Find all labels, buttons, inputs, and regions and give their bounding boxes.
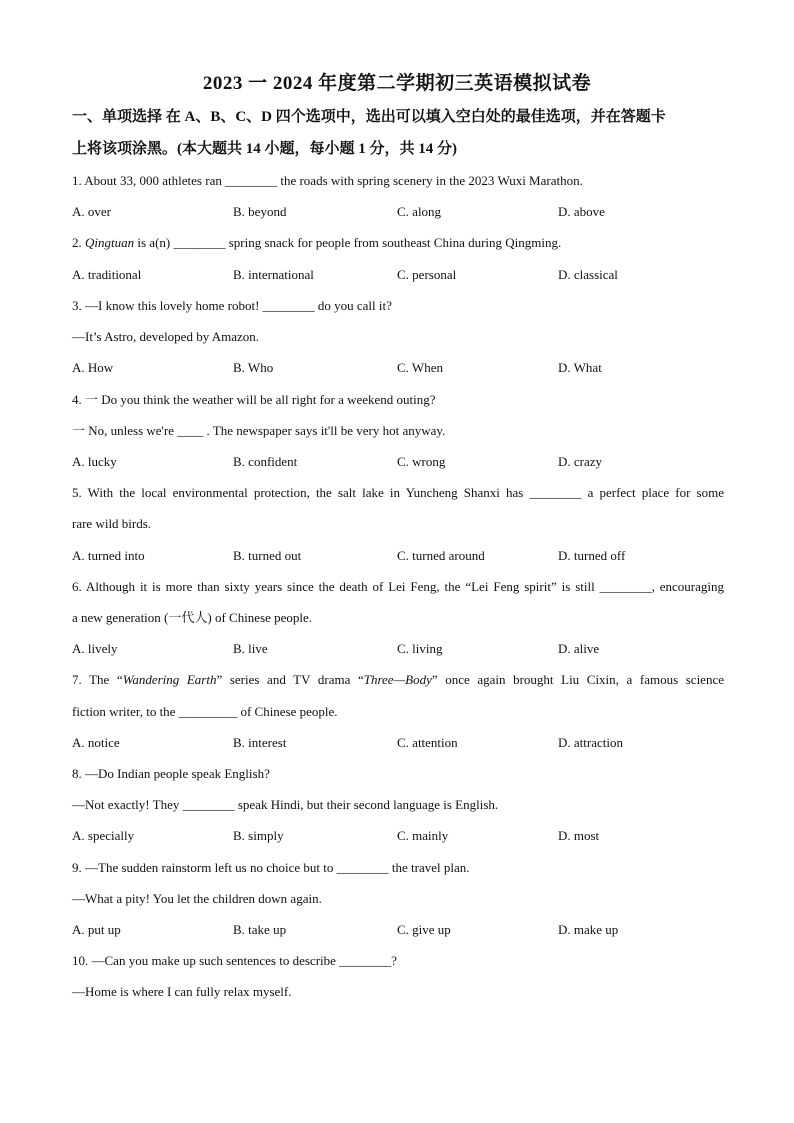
question-3-option-b: B. Who — [233, 360, 274, 375]
question-4-option-c: C. wrong — [397, 454, 446, 469]
question-8-stem-line-1: 8. —Do Indian people speak English? — [72, 766, 270, 781]
question-7-text-c: ” series and TV drama “ — [216, 672, 364, 687]
question-9-option-d: D. make up — [558, 922, 619, 937]
question-1-option-a: A. over — [72, 204, 111, 219]
question-3-option-a: A. How — [72, 360, 114, 375]
question-3-stem-line-1: 3. —I know this lovely home robot! ________ do you call it? — [72, 298, 392, 313]
question-5-option-c: C. turned around — [397, 548, 485, 563]
section-instruction-line-2: 上将该项涂黑。(本大题共 14 小题，每小题 1 分，共 14 分) — [72, 141, 457, 157]
question-6-option-c: C. living — [397, 641, 443, 656]
question-1-option-c: C. along — [397, 204, 442, 219]
question-8-option-b: B. simply — [233, 828, 284, 843]
question-9-option-b: B. take up — [233, 922, 287, 937]
question-9-option-a: A. put up — [72, 922, 121, 937]
question-5-stem-line-2: rare wild birds. — [72, 516, 152, 531]
question-9-option-c: C. give up — [397, 922, 451, 937]
question-7-option-d: D. attraction — [558, 735, 623, 750]
question-7-text-a: 7. The “ — [72, 672, 123, 687]
question-4-stem-line-2: 一 No, unless we're ____ . The newspaper says it'll be very hot anyway. — [72, 423, 446, 438]
question-10-stem-line-2: —Home is where I can fully relax myself. — [72, 984, 292, 999]
question-2-option-c: C. personal — [397, 267, 457, 282]
question-10-stem-line-1: 10. —Can you make up such sentences to describe ________? — [72, 953, 397, 968]
question-7-text-e: ” once again brought Liu Cixin, a famous science — [431, 672, 724, 687]
question-6-stem-line-2: a new generation (一代人) of Chinese people. — [72, 610, 313, 625]
question-2-italic-term: Qingtuan — [85, 235, 135, 250]
question-9-stem-line-1: 9. —The sudden rainstorm left us no choice but to ________ the travel plan. — [72, 860, 470, 875]
question-6-stem-line-1: 6. Although it is more than sixty years since the death of Lei Feng, the “Lei Feng spirit” is still ________, encouraging — [72, 579, 724, 594]
question-2-option-a: A. traditional — [72, 267, 142, 282]
question-2-stem — [72, 233, 724, 253]
question-8-stem-line-2: —Not exactly! They ________ speak Hindi, but their second language is English. — [72, 797, 499, 812]
question-2-stem-text: is a(n) ________ spring snack for people from southeast China during Qingming. — [134, 235, 562, 250]
question-4-option-b: B. confident — [233, 454, 298, 469]
question-3-stem-line-2: —It’s Astro, developed by Amazon. — [72, 329, 260, 344]
question-1-stem: 1. About 33, 000 athletes ran ________ the roads with spring scenery in the 2023 Wuxi Marathon. — [72, 173, 583, 188]
question-7-option-c: C. attention — [397, 735, 458, 750]
question-4-stem-line-1: 4. 一 Do you think the weather will be all right for a weekend outing? — [72, 392, 436, 407]
question-7-title-three-body: Three—Body — [363, 672, 432, 687]
question-3-option-c: C. When — [397, 360, 443, 375]
question-2-number: 2. — [72, 235, 85, 250]
question-7-option-a: A. notice — [72, 735, 120, 750]
question-2-option-b: B. international — [233, 267, 314, 282]
section-instruction-line-1: 一、单项选择 在 A、B、C、D 四个选项中，选出可以填入空白处的最佳选项，并在答题卡 — [72, 109, 666, 125]
question-5-option-b: B. turned out — [233, 548, 302, 563]
question-9-stem-line-2: —What a pity! You let the children down again. — [72, 891, 322, 906]
question-1-option-d: D. above — [558, 204, 605, 219]
question-6-option-a: A. lively — [72, 641, 118, 656]
question-4-option-d: D. crazy — [558, 454, 603, 469]
question-1-option-b: B. beyond — [233, 204, 287, 219]
question-7-stem-line-1 — [72, 670, 724, 690]
question-7-title-wandering-earth: Wandering Earth — [122, 672, 217, 687]
question-7-option-b: B. interest — [233, 735, 287, 750]
question-7-stem-line-2: fiction writer, to the _________ of Chinese people. — [72, 704, 338, 719]
question-8-option-c: C. mainly — [397, 828, 449, 843]
question-5-option-a: A. turned into — [72, 548, 145, 563]
question-5-stem-line-1: 5. With the local environmental protection, the salt lake in Yuncheng Shanxi has ________ a perfect place for some — [72, 485, 724, 500]
question-5-option-d: D. turned off — [558, 548, 626, 563]
question-4-option-a: A. lucky — [72, 454, 117, 469]
question-8-option-a: A. specially — [72, 828, 135, 843]
question-6-option-b: B. live — [233, 641, 268, 656]
question-3-option-d: D. What — [558, 360, 602, 375]
question-6-option-d: D. alive — [558, 641, 600, 656]
page-title: 2023 一 2024 年度第二学期初三英语模拟试卷 — [202, 73, 592, 94]
question-2-option-d: D. classical — [558, 267, 618, 282]
question-8-option-d: D. most — [558, 828, 600, 843]
